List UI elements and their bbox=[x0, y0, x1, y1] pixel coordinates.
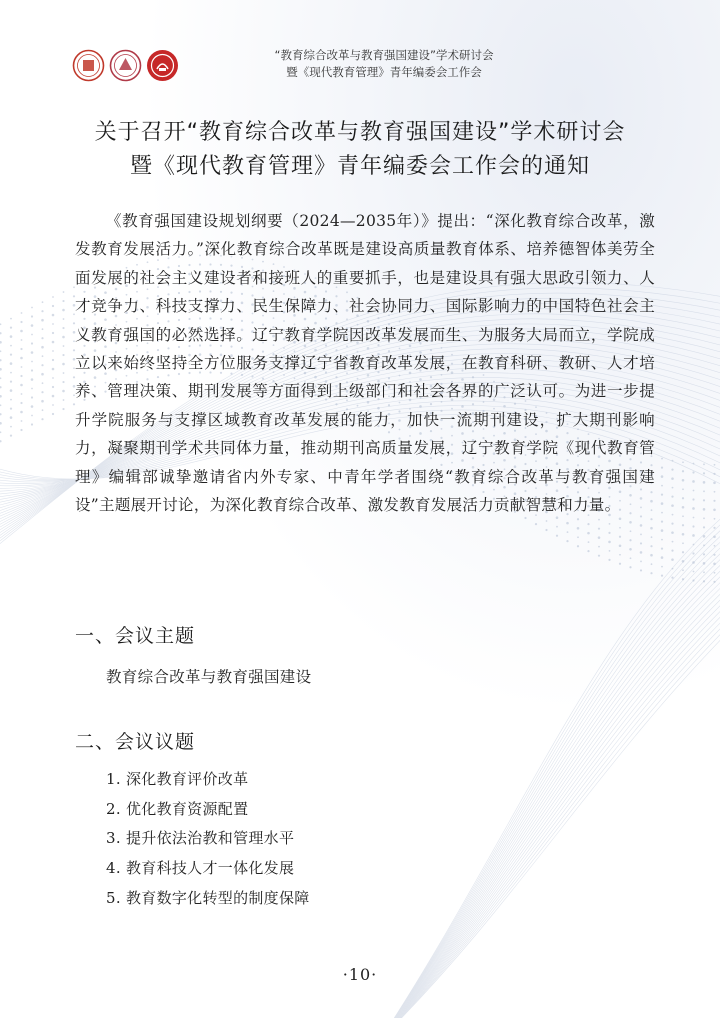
list-item: 4. 教育科技人才一体化发展 bbox=[106, 859, 295, 878]
institution-logo-3 bbox=[146, 49, 179, 82]
logo-group bbox=[72, 49, 179, 82]
institution-logo-2 bbox=[109, 49, 142, 82]
header-line-2: 暨《现代教育管理》青年编委会工作会 bbox=[286, 65, 482, 79]
list-item: 5. 教育数字化转型的制度保障 bbox=[106, 888, 310, 907]
emblem-icon bbox=[109, 49, 142, 82]
intro-paragraph: 《教育强国建设规划纲要（2024—2035年）》提出：“深化教育综合改革，激发教育发展活力。”深化教育综合改革既是建设高质量教育体系、培养德智体美劳全面发展的社会主义建设者和接班人的重要抓手，也是建设具有强大思政引领力、人才竞争力、科技支撑力、民生保障力、社会协同力、国际影响力的中国特色社会主义教育强国的必然选择。辽宁教育学院因改革发展而生、为服务大局而立，学院成立以来始终坚持全方位服务支撑辽宁省教育改革发展，在教育科研、教研、人才培养、管理决策、期刊发展等方面得到上级部门和社会各界的广泛认可。为进一步提升学院服务与支撑区域教育改革发展的能力，加快一流期刊建设，扩大期刊影响力，凝聚期刊学术共同体力量，推动期刊高质量发展，辽宁教育学院《现代教育管理》编辑部诚挚邀请省内外专家、中青年学者围绕“教育综合改革与教育强国建设”主题展开讨论，为深化教育综合改革、激发教育发展活力贡献智慧和力量。 bbox=[75, 212, 655, 515]
topics-list bbox=[106, 765, 310, 914]
seal-icon bbox=[72, 49, 105, 82]
list-item: 1. 深化教育评价改革 bbox=[106, 770, 249, 788]
notice-title bbox=[40, 116, 680, 184]
running-header bbox=[204, 47, 564, 81]
badge-icon bbox=[146, 49, 179, 82]
institution-logo-1 bbox=[72, 49, 105, 82]
title-line-2: 暨《现代教育管理》青年编委会工作会的通知 bbox=[129, 154, 590, 179]
section-heading-topics: 二、会议议题 bbox=[75, 731, 196, 753]
list-item: 3. 提升依法治教和管理水平 bbox=[106, 829, 295, 848]
section-heading-theme: 一、会议主题 bbox=[75, 625, 196, 647]
header-line-1: “教育综合改革与教育强国建设”学术研讨会 bbox=[274, 48, 494, 62]
page-number: ·10· bbox=[342, 965, 378, 984]
section-theme-text: 教育综合改革与教育强国建设 bbox=[106, 668, 312, 686]
list-item: 2. 优化教育资源配置 bbox=[106, 799, 249, 818]
title-line-1: 关于召开“教育综合改革与教育强国建设”学术研讨会 bbox=[94, 120, 626, 145]
